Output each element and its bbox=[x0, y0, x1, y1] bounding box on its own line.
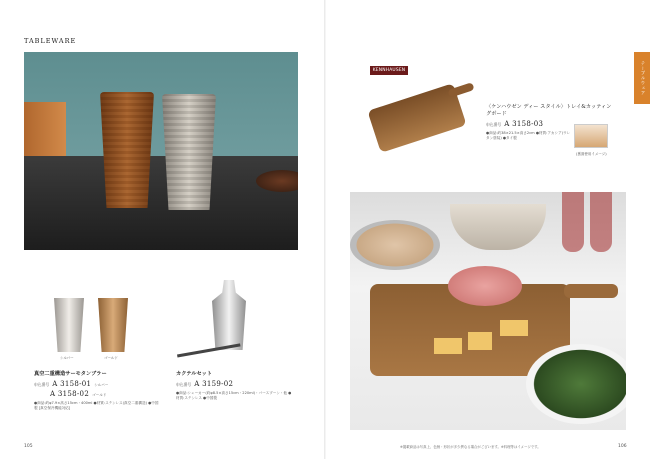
table-shape bbox=[24, 156, 298, 250]
product-name: 〈ケンハウゼン ディー スタイル〉トレイ&カッティングボード bbox=[486, 104, 612, 117]
food-serving-photo bbox=[350, 192, 626, 430]
product-description: ●商品:約38×21.5×高さ2cm ●材質:アカシア(ウレタン塗装) ●タイ製 bbox=[486, 130, 571, 140]
gold-caption: ゴールド bbox=[104, 356, 118, 360]
code-label: 申込番号 bbox=[34, 381, 50, 387]
wine-glass-shape bbox=[590, 192, 612, 252]
ham-shape bbox=[448, 266, 522, 306]
bar-tools-image bbox=[175, 335, 240, 358]
product-tumbler bbox=[34, 371, 160, 411]
product-code: A 3158-03 bbox=[504, 119, 544, 128]
gold-tumbler-shape bbox=[100, 92, 154, 208]
section-side-tab[interactable]: テーブルウェア bbox=[634, 52, 650, 104]
product-name: カクテルセット bbox=[176, 371, 213, 377]
product-code: A 3158-01 bbox=[52, 379, 92, 388]
page-number-left: 105 bbox=[24, 444, 33, 449]
cheese-shape bbox=[468, 332, 492, 350]
product-code: A 3159-02 bbox=[194, 379, 234, 388]
cutting-caption: (裏面使用イメージ) bbox=[576, 152, 607, 156]
product-name: 真空二重構造サーモタンブラー bbox=[34, 371, 107, 377]
product-variant: ゴールド bbox=[92, 392, 107, 397]
salad-plate-shape bbox=[526, 344, 626, 424]
product-code-row bbox=[176, 380, 294, 388]
gold-tumbler-image bbox=[98, 298, 128, 352]
chair-shape bbox=[24, 102, 66, 162]
product-variant: シルバー bbox=[94, 382, 109, 387]
product-description: ●商品:約φ7.9×高さ15cm・400ml ●材質:ステンレス(真空二重構造) ●中国製 [真空保冷機能対応] bbox=[34, 400, 159, 410]
code-label: 申込番号 bbox=[486, 121, 502, 127]
product-code: A 3158-02 bbox=[50, 389, 90, 398]
brand-logo: KENNHAUSEN bbox=[370, 66, 408, 75]
product-description: ●商品:シェーカー(約φ8.5×高さ15cm・220ml)・バースプーン・他 ●材質:ステンレス ●中国製 bbox=[176, 390, 292, 400]
tumblers-lifestyle-photo bbox=[24, 52, 298, 250]
cheese-shape bbox=[500, 320, 528, 336]
page-number-right: 106 bbox=[618, 444, 627, 449]
serving-board-handle bbox=[564, 284, 618, 298]
product-cocktail-set bbox=[176, 371, 294, 401]
footnote: ※掲載商品は写真上、色柄・形状が多少異なる場合がございます。※料理等はイメージです。 bbox=[400, 445, 541, 449]
cheese-shape bbox=[434, 338, 462, 354]
code-label: 申込番号 bbox=[176, 381, 192, 387]
section-title: TABLEWARE bbox=[24, 37, 77, 45]
product-code-row bbox=[34, 390, 160, 398]
product-code-row bbox=[34, 380, 160, 388]
fondue-pot-shape bbox=[450, 204, 546, 250]
appetizer-plate-shape bbox=[350, 220, 440, 270]
page-gutter bbox=[324, 0, 326, 459]
silver-caption: シルバー bbox=[60, 356, 74, 360]
wine-glass-shape bbox=[562, 192, 584, 252]
silver-tumbler-shape bbox=[162, 94, 216, 210]
silver-tumbler-image bbox=[54, 298, 84, 352]
cutting-use-image bbox=[574, 124, 608, 148]
